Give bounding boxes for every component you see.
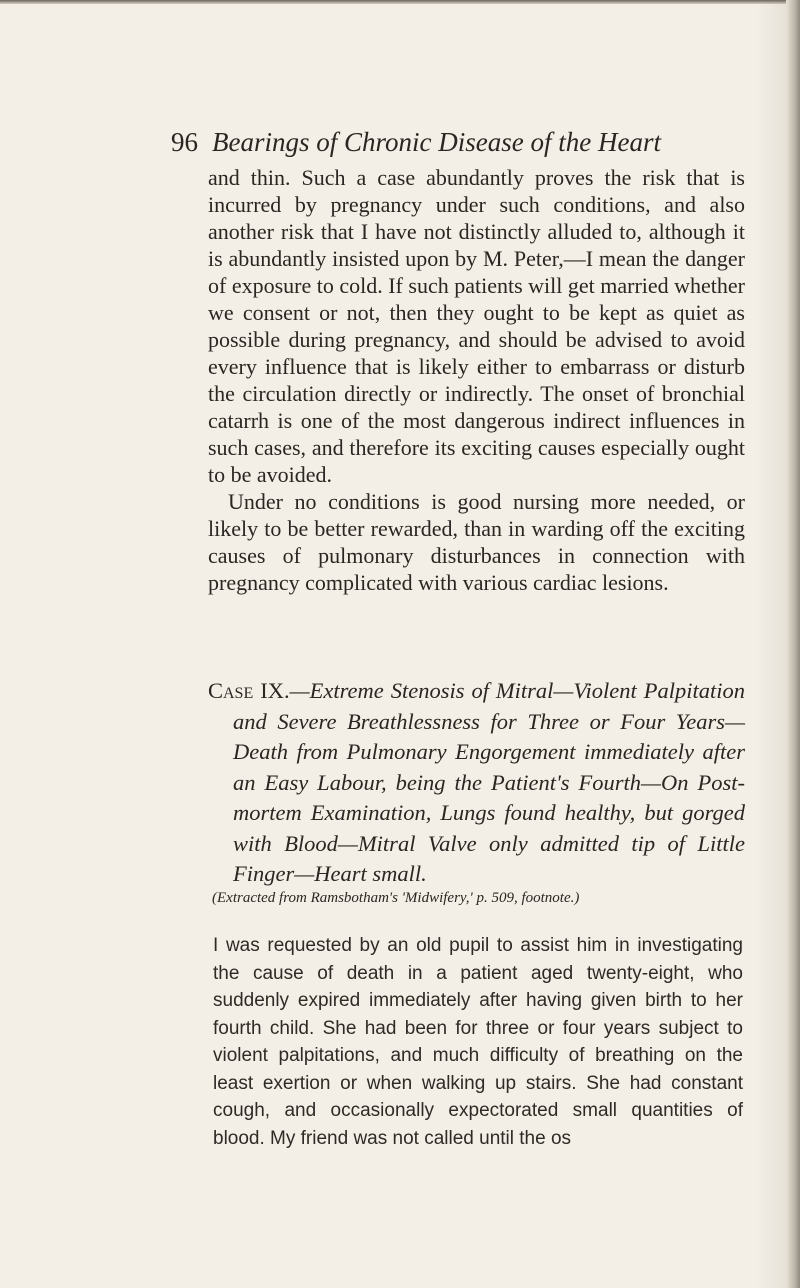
source-note: (Extracted from Ramsbotham's 'Midwifery,' p. 509, footnote.) (212, 890, 580, 906)
page-top-edge (0, 0, 800, 4)
page-right-edge (786, 0, 800, 1288)
case-narrative (213, 932, 743, 1152)
case-heading-block (208, 676, 745, 890)
case-title: —Extreme Stenosis of Mitral—Violent Palpitation and Severe Breathlessness for Three or Four Years—Death from Pulmonary Engorgement immediately after an Easy Labour, being the Patient's Fourth—On Post-mortem Examination, Lungs found healthy, but gorged with Blood—Mitral Valve only admitted tip of Little Finger—Heart small. (233, 678, 745, 886)
main-text (208, 164, 745, 596)
binding-shadow (756, 0, 786, 1288)
case-heading (208, 676, 745, 890)
paragraph: Under no conditions is good nursing more needed, or likely to be better rewarded, than in warding off the exciting causes of pulmonary disturbances in connection with pregnancy complicated with various cardiac lesions. (208, 489, 745, 595)
running-header (171, 125, 771, 159)
paragraph: and thin. Such a case abundantly proves the risk that is incurred by pregnancy under such conditions, and also another risk that I have not distinctly alluded to, although it is abundantly insisted upon by M. Peter,—I mean the danger of exposure to cold. If such patients will get married whether we consent or not, then they ought to be kept as quiet as possible during pregnancy, and should be advised to avoid every influence that is likely either to embarrass or disturb the circulation directly or indirectly. The onset of bronchial catarrh is one of the most dangerous indirect influences in such cases, and therefore its exciting causes especially ought to be avoided. (208, 165, 746, 487)
page-number: 96 (171, 127, 198, 157)
running-title: Bearings of Chronic Disease of the Heart (212, 127, 661, 157)
case-label: Case IX. (208, 678, 290, 703)
case-paragraph: I was requested by an old pupil to assist him in investigating the cause of death in a patient aged twenty-eight, who suddenly expired immediately after having given birth to her fourth child. She had been for three or four years subject to violent palpitations, and much difficulty of breathing on the least exertion or when walking up stairs. She had constant cough, and occasionally expectorated small quantities of blood. My friend was not called until the os (213, 935, 743, 1149)
